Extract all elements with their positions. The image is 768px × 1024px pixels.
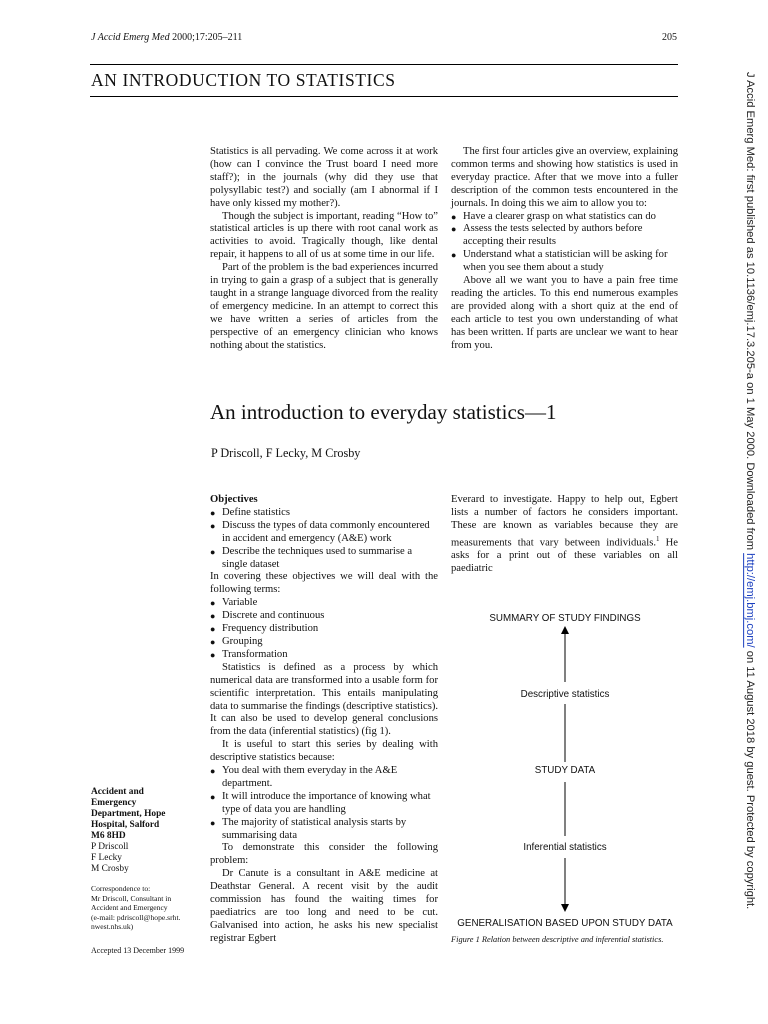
intro-paragraph: Part of the problem is the bad experiences incurred in trying to gain a grasp of a subject that is generally taught in a strange language divorced from the reality of emergency medicine. In an attempt to correct this we have written a series of articles from the perspective of an emergency clinician who knows nothing about the statistics.	[210, 262, 438, 351]
intro-paragraph: The first four articles give an overview, explaining common terms and showing how statistics is used in everyday practice. After that we move into a fuller description of the common tests encountered in the journals. In doing this we aim to allow you to:	[451, 146, 678, 209]
article-authors: P Driscoll, F Lecky, M Crosby	[211, 446, 361, 460]
body-text: He asks for a print out of these variables on all paediatric	[451, 537, 678, 575]
list-item: ● The majority of statistical analysis starts by summarising data	[210, 817, 438, 843]
terms-list	[210, 597, 438, 662]
body-left-column	[210, 494, 438, 946]
list-item: ● Discuss the types of data commonly encountered in accident and emergency (A&E) work	[210, 520, 438, 546]
body-text: Everard to investigate. Happy to help out, Egbert lists a number of factors he considers important. These are known as variables because they are measurements that vary between individuals.	[451, 494, 678, 549]
body-paragraph: It is useful to start this series by dealing with descriptive statistics because:	[210, 739, 438, 764]
correspondence-line: nwest.nhs.uk)	[91, 922, 134, 932]
list-item: ● You deal with them everyday in the A&E department.	[210, 765, 438, 791]
intro-right-column	[451, 146, 678, 353]
intro-left-column	[210, 146, 438, 353]
list-item: ● Assess the tests selected by authors before accepting their results	[451, 223, 678, 249]
intro-paragraph: Statistics is all pervading. We come across it at work (how can I convince the Trust board I need more staff?); in the journals (why did they use that polysyllabic test?) and socially (am I abnormal if I have only kissed my mother?).	[210, 146, 438, 209]
list-item: ● It will introduce the importance of knowing what type of data you are handling	[210, 791, 438, 817]
figure-label-descriptive: Descriptive statistics	[520, 689, 610, 700]
department-line: Accident and	[91, 787, 144, 797]
objectives-list	[210, 507, 438, 572]
figure-caption-label: Figure 1	[451, 935, 480, 944]
side-note-text: on 11 August 2018 by guest. Protected by copyright.	[744, 647, 756, 910]
journal-header	[91, 32, 242, 43]
author-name: M Crosby	[91, 864, 129, 874]
body-paragraph: Statistics is defined as a process by which numerical data are transformed into a usable form for scientific interpretation. This entails manipulating data to summarise the findings (descriptive statistics). It can also be used to develop general conclusions from the data (inferential statistics) (fig 1).	[210, 661, 439, 738]
body-paragraph: Dr Canute is a consultant in A&E medicine at Deathstar General. A recent visit by the audit commission has found the waiting times for paediatrics are too long and need to be cut. Galvanised into action, he asks his new specialist registrar Egbert	[210, 868, 438, 944]
department-line: Emergency	[91, 798, 137, 808]
correspondence-line: (e-mail: pdriscoll@hope.srht.	[91, 912, 181, 922]
list-item: ● Have a clearer grasp on what statistics can do	[451, 211, 678, 224]
figure-label-study-data: STUDY DATA	[534, 765, 596, 776]
accepted-date: Accepted 13 December 1999	[91, 946, 185, 955]
body-paragraph	[451, 494, 678, 576]
correspondence-line: Mr Driscoll, Consultant in	[91, 893, 172, 903]
author-name: P Driscoll	[91, 842, 129, 852]
figure-caption	[451, 935, 691, 945]
list-item: ● Frequency distribution	[210, 623, 438, 636]
list-item: ● Understand what a statistician will be asking for when you see them about a study	[451, 249, 678, 275]
list-item: ● Define statistics	[210, 507, 438, 520]
body-right-column	[451, 494, 678, 576]
intro-paragraph: Though the subject is important, reading “How to” statistical articles is up there with root canal work as activities to avoid. Tragically though, like dental repair, it happens to all of us at some time in our life.	[210, 210, 438, 261]
list-item: ● Grouping	[210, 636, 438, 649]
article-title: An introduction to everyday statistics—1	[210, 400, 557, 424]
list-item: ● Discrete and continuous	[210, 610, 438, 623]
figure-label-top: SUMMARY OF STUDY FINDINGS	[489, 613, 641, 624]
department-line: Hospital, Salford	[91, 820, 160, 830]
department-line: Department, Hope	[91, 809, 166, 819]
section-title: AN INTRODUCTION TO STATISTICS	[91, 70, 396, 90]
department-line: M6 8HD	[91, 831, 126, 841]
side-copyright-note	[744, 72, 756, 909]
body-paragraph: In covering these objectives we will deal with the following terms:	[210, 571, 438, 596]
figure-label-bottom: GENERALISATION BASED UPON STUDY DATA	[457, 918, 673, 929]
list-item: ● Describe the techniques used to summarise a single dataset	[210, 546, 438, 572]
correspondence-label: Correspondence to:	[91, 884, 151, 893]
page-number: 205	[662, 32, 677, 43]
journal-name: J Accid Emerg Med	[91, 32, 170, 43]
aims-list	[451, 211, 678, 276]
header-rule-top	[90, 64, 678, 65]
correspondence	[91, 884, 203, 932]
journal-website-link[interactable]: http://emj.bmj.com/	[744, 553, 756, 648]
header-rule-bottom	[90, 96, 678, 97]
affiliation	[91, 787, 201, 875]
list-item: ● Transformation	[210, 649, 438, 662]
correspondence-line: Accident and Emergency	[91, 903, 168, 913]
reasons-list	[210, 765, 438, 842]
body-paragraph: To demonstrate this consider the following problem:	[210, 842, 438, 867]
figure-caption-text: Relation between descriptive and inferential statistics.	[479, 935, 664, 944]
list-item: ● Variable	[210, 597, 438, 610]
objectives-heading: Objectives	[210, 494, 258, 505]
reference-marker: 1	[655, 534, 660, 543]
intro-paragraph: Above all we want you to have a pain free time reading the articles. To this end numerous examples are provided along with a short quiz at the end of each article to test you own understanding of what has been written. If parts are unclear we want to hear from you.	[451, 275, 678, 351]
figure-label-inferential: Inferential statistics	[523, 842, 607, 853]
author-name: F Lecky	[91, 853, 122, 863]
journal-citation: 2000;17:205–211	[169, 32, 243, 43]
side-note-text: J Accid Emerg Med: first published as 10.1136/emj.17.3.205-a on 1 May 2000. Downloaded from	[744, 72, 756, 554]
